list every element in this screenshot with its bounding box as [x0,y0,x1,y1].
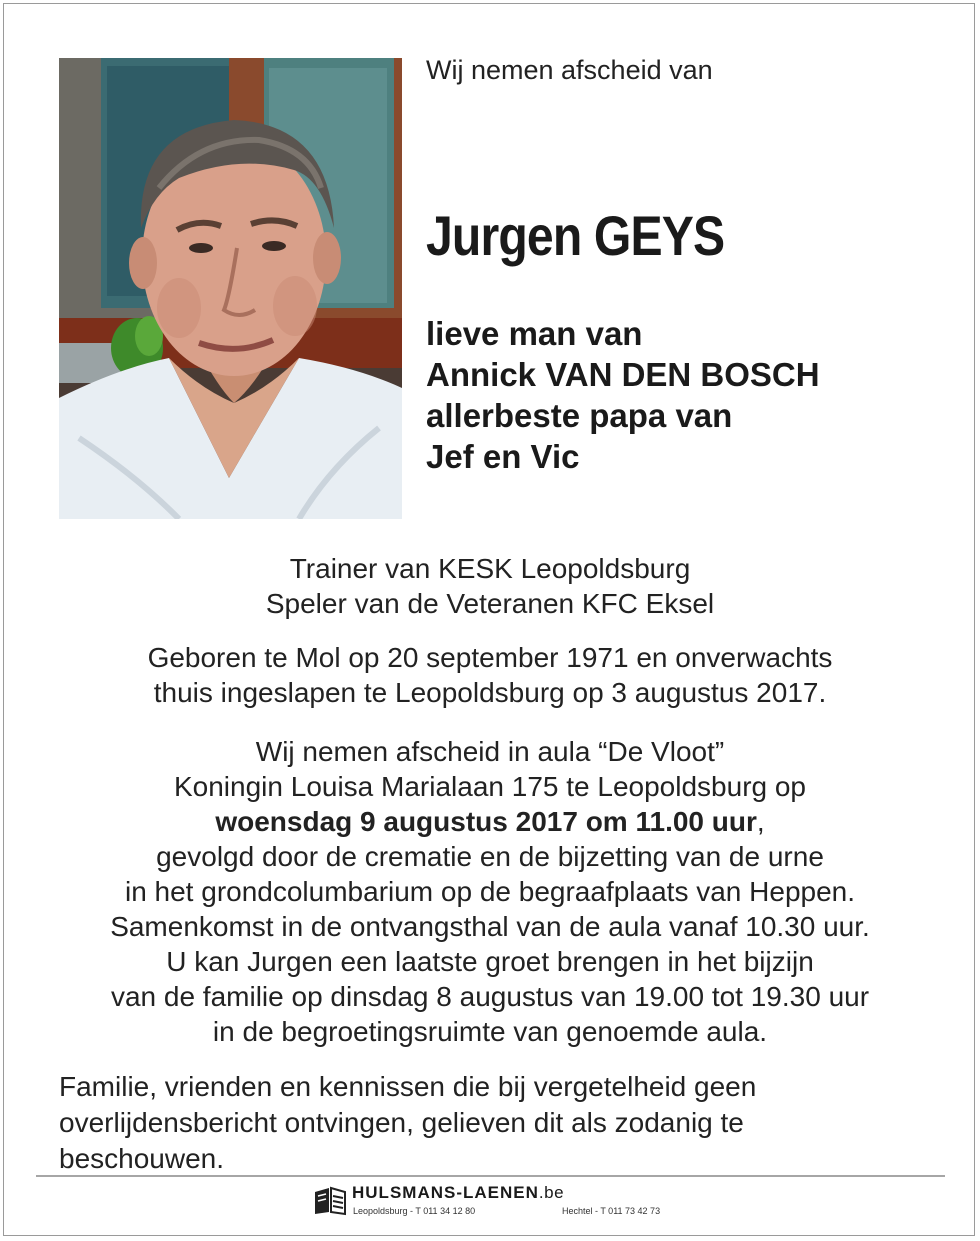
role-line: Speler van de Veteranen KFC Eksel [265,588,715,619]
brand-tld: .be [538,1183,565,1202]
ceremony-block [40,734,940,1049]
intro-text: Wij nemen afscheid van [426,55,713,85]
deceased-name: Jurgen GEYS [426,204,725,267]
birth-death-line: thuis ingeslapen te Leopoldsburg op 3 augustus 2017. [153,677,827,708]
ceremony-line: Wij nemen afscheid in aula “De Vloot” [255,736,725,767]
ceremony-date-suffix: , [756,806,765,837]
portrait-photo [59,58,402,519]
brand-name: HULSMANS-LAENEN [352,1183,539,1202]
ceremony-date-line [40,804,940,839]
relation-line: lieve man van [426,315,643,352]
closing-line: overlijdensbericht ontvingen, gelieven dit als zodanig te [59,1107,744,1138]
closing-note [59,1069,919,1177]
closing-line: beschouwen. [59,1143,225,1174]
location-hechtel: Hechtel - T 011 73 42 73 [562,1206,661,1216]
ceremony-line: Samenkomst in de ontvangsthal van de aula vanaf 10.30 uur. [110,911,870,942]
birth-death-line: Geboren te Mol op 20 september 1971 en onverwachts [147,642,833,673]
ceremony-line: Koningin Louisa Marialaan 175 te Leopoldsburg op [173,771,807,802]
funeral-home-logo-icon [313,1186,347,1221]
funeral-home-brand [352,1183,564,1203]
ceremony-line: in het grondcolumbarium op de begraafplaats van Heppen. [124,876,856,907]
ceremony-line: in de begroetingsruimte van genoemde aula. [212,1016,768,1047]
ceremony-line: gevolgd door de crematie en de bijzetting van de urne [156,841,824,872]
relation-line: Jef en Vic [426,438,580,475]
location-leopoldsburg: Leopoldsburg - T 011 34 12 80 [353,1206,476,1216]
roles-block [40,551,940,621]
ceremony-line: van de familie op dinsdag 8 augustus van 19.00 tot 19.30 uur [110,981,870,1012]
ceremony-line: U kan Jurgen een laatste groet brengen in het bijzijn [166,946,814,977]
relations-block [426,313,820,477]
birth-death-block [40,640,940,710]
relation-line: allerbeste papa van [426,397,733,434]
relation-line: Annick VAN DEN BOSCH [426,356,820,393]
ceremony-date: woensdag 9 augustus 2017 om 11.00 uur [215,806,757,837]
role-line: Trainer van KESK Leopoldsburg [289,553,691,584]
footer-divider [36,1175,945,1177]
closing-line: Familie, vrienden en kennissen die bij vergetelheid geen [59,1071,757,1102]
